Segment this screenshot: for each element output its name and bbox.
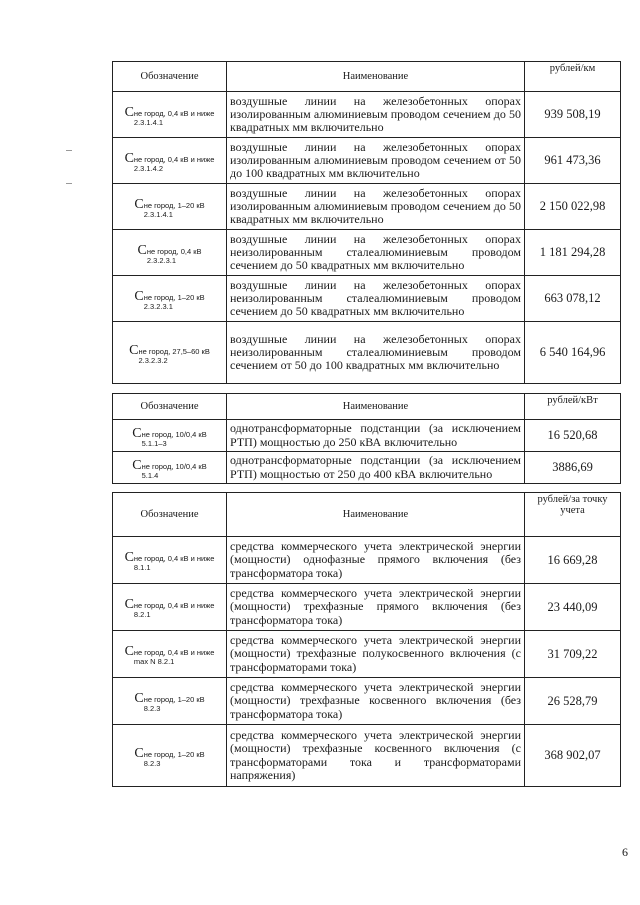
margin-mark [66,150,72,151]
designation-sup: не город, 0,4 кВ и ниже [133,154,215,164]
designation-sup: не город, 1–20 кВ [143,749,205,759]
name-cell: воздушные линии на железобетонных опорах неизолированным сталеалюминиевым проводом сечением до 50 квадратных мм включительно [227,230,525,276]
designation-sub: 8.2.3 [143,758,161,768]
designation-sub: 8.2.3 [143,704,161,713]
designation-cell: C не город, 0,4 кВ и ниже max N 8.2.1 [113,631,227,678]
table-row [113,452,621,484]
designation-sub: 8.2.1 [133,610,151,619]
header-unit: рублей/км [525,62,621,92]
table-row [113,537,621,584]
value-cell: 939 508,19 [525,92,621,138]
name-cell: воздушные линии на железобетонных опорах изолированным алюминиевым проводом сечением до 50 квадратных мм включительно [227,184,525,230]
table-header-row [113,493,621,537]
name-cell: средства коммерческого учета электрической энергии (мощности) трехфазные косвенного включения (без трансформатора тока) [227,678,525,725]
table-row [113,322,621,384]
tariff-table-substations [112,393,621,484]
table-row [113,276,621,322]
name-cell: воздушные линии на железобетонных опорах неизолированным сталеалюминиевым проводом сечением до 50 квадратных мм включительно [227,276,525,322]
header-name: Наименование [227,62,525,92]
designation-sub: 2.3.1.4.1 [133,117,164,127]
value-cell: 16 520,68 [525,420,621,452]
table-row [113,138,621,184]
name-cell: воздушные линии на железобетонных опорах изолированным алюминиевым проводом сечением от 50 до 100 квадратных мм включительно [227,138,525,184]
value-cell: 16 669,28 [525,537,621,584]
name-cell: средства коммерческого учета электрической энергии (мощности) трехфазные полукосвенного включения (с трансформаторами тока) [227,631,525,678]
name-cell: средства коммерческого учета электрической энергии (мощности) трехфазные косвенного включения (с трансформаторами тока и трансформаторами напряжения) [227,725,525,787]
name-cell: средства коммерческого учета электрической энергии (мощности) однофазные прямого включения (без трансформатора тока) [227,537,525,584]
value-cell: 3886,69 [525,452,621,484]
designation-sup: не город, 1–20 кВ [143,200,205,210]
header-designation: Обозначение [113,62,227,92]
name-cell: однотрансформаторные подстанции (за исключением РТП) мощностью до 250 кВА включительно [227,420,525,452]
designation-cell: C не город, 0,4 кВ и ниже 2.3.1.4.2 [113,138,227,184]
margin-mark [66,183,72,184]
designation-sup: не город, 10/0,4 кВ [141,429,207,439]
designation-cell: C не город, 1–20 кВ 8.2.3 [113,678,227,725]
table-row [113,92,621,138]
name-cell: воздушные линии на железобетонных опорах неизолированным сталеалюминиевым проводом сечением от 50 до 100 квадратных мм включительно [227,322,525,384]
header-designation: Обозначение [113,394,227,420]
designation-sup: не город, 0,4 кВ и ниже [133,601,215,610]
header-designation: Обозначение [113,493,227,537]
value-cell: 6 540 164,96 [525,322,621,384]
tariff-table-metering [112,492,621,787]
designation-cell: C не город, 0,4 кВ 2.3.2.3.1 [113,230,227,276]
designation-sub: max N 8.2.1 [133,657,175,666]
designation-cell: C не город, 10/0,4 кВ 5.1.1–3 [113,420,227,452]
designation-sub: 8.1.1 [133,563,151,572]
designation-cell: C не город, 27,5–60 кВ 2.3.2.3.2 [113,322,227,384]
designation-sub: 5.1.1–3 [141,438,167,448]
designation-cell: C не город, 1–20 кВ 2.3.2.3.1 [113,276,227,322]
value-cell: 23 440,09 [525,584,621,631]
name-cell: воздушные линии на железобетонных опорах изолированным алюминиевым проводом сечением до 50 квадратных мм включительно [227,92,525,138]
designation-sub: 5.1.4 [141,470,159,480]
designation-sub: 2.3.1.4.2 [133,163,164,173]
designation-sup: не город, 0,4 кВ [146,246,202,256]
designation-sup: не город, 0,4 кВ и ниже [133,554,215,563]
designation-cell: C не город, 0,4 кВ и ниже 8.1.1 [113,537,227,584]
header-unit: рублей/кВт [525,394,621,420]
designation-cell: C не город, 10/0,4 кВ 5.1.4 [113,452,227,484]
designation-cell: C не город, 0,4 кВ и ниже 2.3.1.4.1 [113,92,227,138]
table-header-row [113,394,621,420]
table-row [113,584,621,631]
table-header-row [113,62,621,92]
designation-sub: 2.3.1.4.1 [143,209,173,219]
tariff-table-lines [112,61,621,384]
designation-cell: C не город, 1–20 кВ 8.2.3 [113,725,227,787]
value-cell: 26 528,79 [525,678,621,725]
name-cell: средства коммерческого учета электрической энергии (мощности) трехфазные прямого включения (без трансформатора тока) [227,584,525,631]
name-cell: однотрансформаторные подстанции (за исключением РТП) мощностью от 250 до 400 кВА включительно [227,452,525,484]
designation-sup: не город, 0,4 кВ и ниже [133,648,215,657]
value-cell: 961 473,36 [525,138,621,184]
designation-sub: 2.3.2.3.1 [143,301,173,311]
designation-cell: C не город, 0,4 кВ и ниже 8.2.1 [113,584,227,631]
designation-cell: C не город, 1–20 кВ 2.3.1.4.1 [113,184,227,230]
designation-sup: не город, 10/0,4 кВ [141,461,207,471]
table-row [113,678,621,725]
designation-sup: не город, 1–20 кВ [143,695,205,704]
table-row [113,184,621,230]
header-name: Наименование [227,493,525,537]
table-row [113,230,621,276]
header-unit: рублей/за точку учета [525,493,621,537]
designation-sup: не город, 0,4 кВ и ниже [133,108,215,118]
value-cell: 368 902,07 [525,725,621,787]
value-cell: 1 181 294,28 [525,230,621,276]
value-cell: 31 709,22 [525,631,621,678]
designation-sub: 2.3.2.3.1 [146,255,177,265]
designation-sup: не город, 27,5–60 кВ [138,346,210,356]
table-row [113,631,621,678]
designation-sub: 2.3.2.3.2 [138,355,168,365]
designation-sup: не город, 1–20 кВ [143,292,205,302]
page-number: 6 [622,845,628,859]
value-cell: 663 078,12 [525,276,621,322]
table-row [113,725,621,787]
value-cell: 2 150 022,98 [525,184,621,230]
header-name: Наименование [227,394,525,420]
table-row [113,420,621,452]
